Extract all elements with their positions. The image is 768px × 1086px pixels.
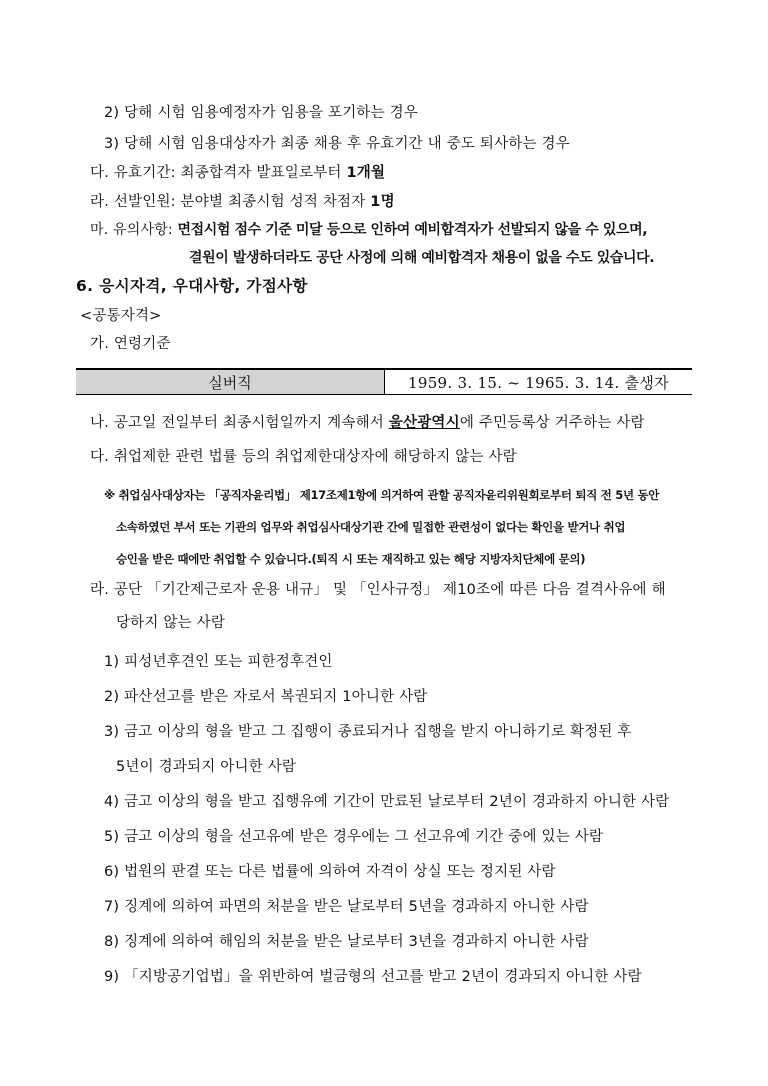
list-item: 4) 금고 이상의 형을 받고 집행유예 기간이 만료된 날로부터 2년이 경과하지 아니한 사람 — [104, 794, 670, 810]
list-item: 5) 금고 이상의 형을 선고유예 받은 경우에는 그 선고유예 기간 중에 있는 사람 — [104, 829, 604, 845]
text-line — [90, 413, 645, 433]
text-span: 나. 공고일 전일부터 최종시험일까지 계속해서 — [90, 415, 389, 431]
text-line: 2) 당해 시험 임용예정자가 임용을 포기하는 경우 — [104, 105, 419, 121]
text-line: 당하지 않는 사람 — [116, 615, 226, 631]
note-line: 소속하였던 부서 또는 기관의 업무와 취업심사대상기관 간에 밀접한 관련성이 없다는 확인을 받거나 취업 — [116, 520, 626, 534]
text-line: 가. 연령기준 — [90, 336, 171, 352]
section-heading: 6. 응시자격, 우대사항, 가점사항 — [76, 277, 308, 295]
bold-span: 1개월 — [346, 165, 386, 181]
list-item: 7) 징계에 의하여 파면의 처분을 받은 날로부터 5년을 경과하지 아니한 사람 — [104, 899, 589, 915]
note-line: 승인을 받은 때에만 취업할 수 있습니다.(퇴직 시 또는 재직하고 있는 해당 지방자치단체에 문의) — [116, 552, 586, 566]
text-span: 라. 선발인원: 분야별 최종시험 성적 차점자 — [90, 194, 371, 210]
bold-span: 면접시험 점수 기준 미달 등으로 인하여 예비합격자가 선발되지 않을 수 있으며, — [177, 222, 648, 238]
text-line — [90, 220, 647, 240]
text-span: 다. 유효기간: 최종합격자 발표일로부터 — [90, 165, 347, 181]
list-item: 8) 징계에 의하여 해임의 처분을 받은 날로부터 3년을 경과하지 아니한 사람 — [104, 934, 589, 950]
text-line — [90, 192, 395, 212]
text-line: 다. 취업제한 관련 법률 등의 취업제한대상자에 해당하지 않는 사람 — [90, 449, 517, 465]
list-item: 6) 법원의 판결 또는 다른 법률에 의하여 자격이 상실 또는 정지된 사람 — [104, 864, 556, 880]
bold-span: 1명 — [370, 194, 395, 210]
text-line: 결원이 발생하더라도 공단 사정에 의해 예비합격자 채용이 없을 수도 있습니다. — [189, 250, 655, 266]
text-span: 에 주민등록상 거주하는 사람 — [459, 415, 645, 431]
text-span: 마. 유의사항: — [90, 222, 178, 238]
list-item: 1) 피성년후견인 또는 피한정후견인 — [104, 654, 333, 670]
text-line: 라. 공단 「기간제근로자 운용 내규」 및 「인사규정」 제10조에 따른 다음 결격사유에 해 — [90, 582, 666, 598]
age-table — [76, 368, 692, 395]
list-item: 9) 「지방공기업법」을 위반하여 벌금형의 선고를 받고 2년이 경과되지 아니한 사람 — [104, 969, 642, 985]
text-line: 3) 당해 시험 임용대상자가 최종 채용 후 유효기간 내 중도 퇴사하는 경우 — [104, 136, 570, 152]
subsection-heading: <공통자격> — [80, 308, 162, 324]
note-line: ※ 취업심사대상자는 「공직자윤리법」 제17조제1항에 의거하여 관할 공직자윤리위원회로부터 퇴직 전 5년 동안 — [104, 488, 660, 502]
text-line — [90, 163, 385, 183]
age-table-range: 1959. 3. 15. ~ 1965. 3. 14. 출생자 — [408, 373, 669, 392]
list-item: 5년이 경과되지 아니한 사람 — [116, 759, 297, 775]
list-item: 3) 금고 이상의 형을 받고 그 집행이 종료되거나 집행을 받지 아니하기로 확정된 후 — [104, 724, 632, 740]
list-item: 2) 파산선고를 받은 자로서 복권되지 1아니한 사람 — [104, 689, 428, 705]
underlined-span: 울산광역시 — [388, 415, 460, 431]
age-table-category: 실버직 — [76, 370, 385, 394]
